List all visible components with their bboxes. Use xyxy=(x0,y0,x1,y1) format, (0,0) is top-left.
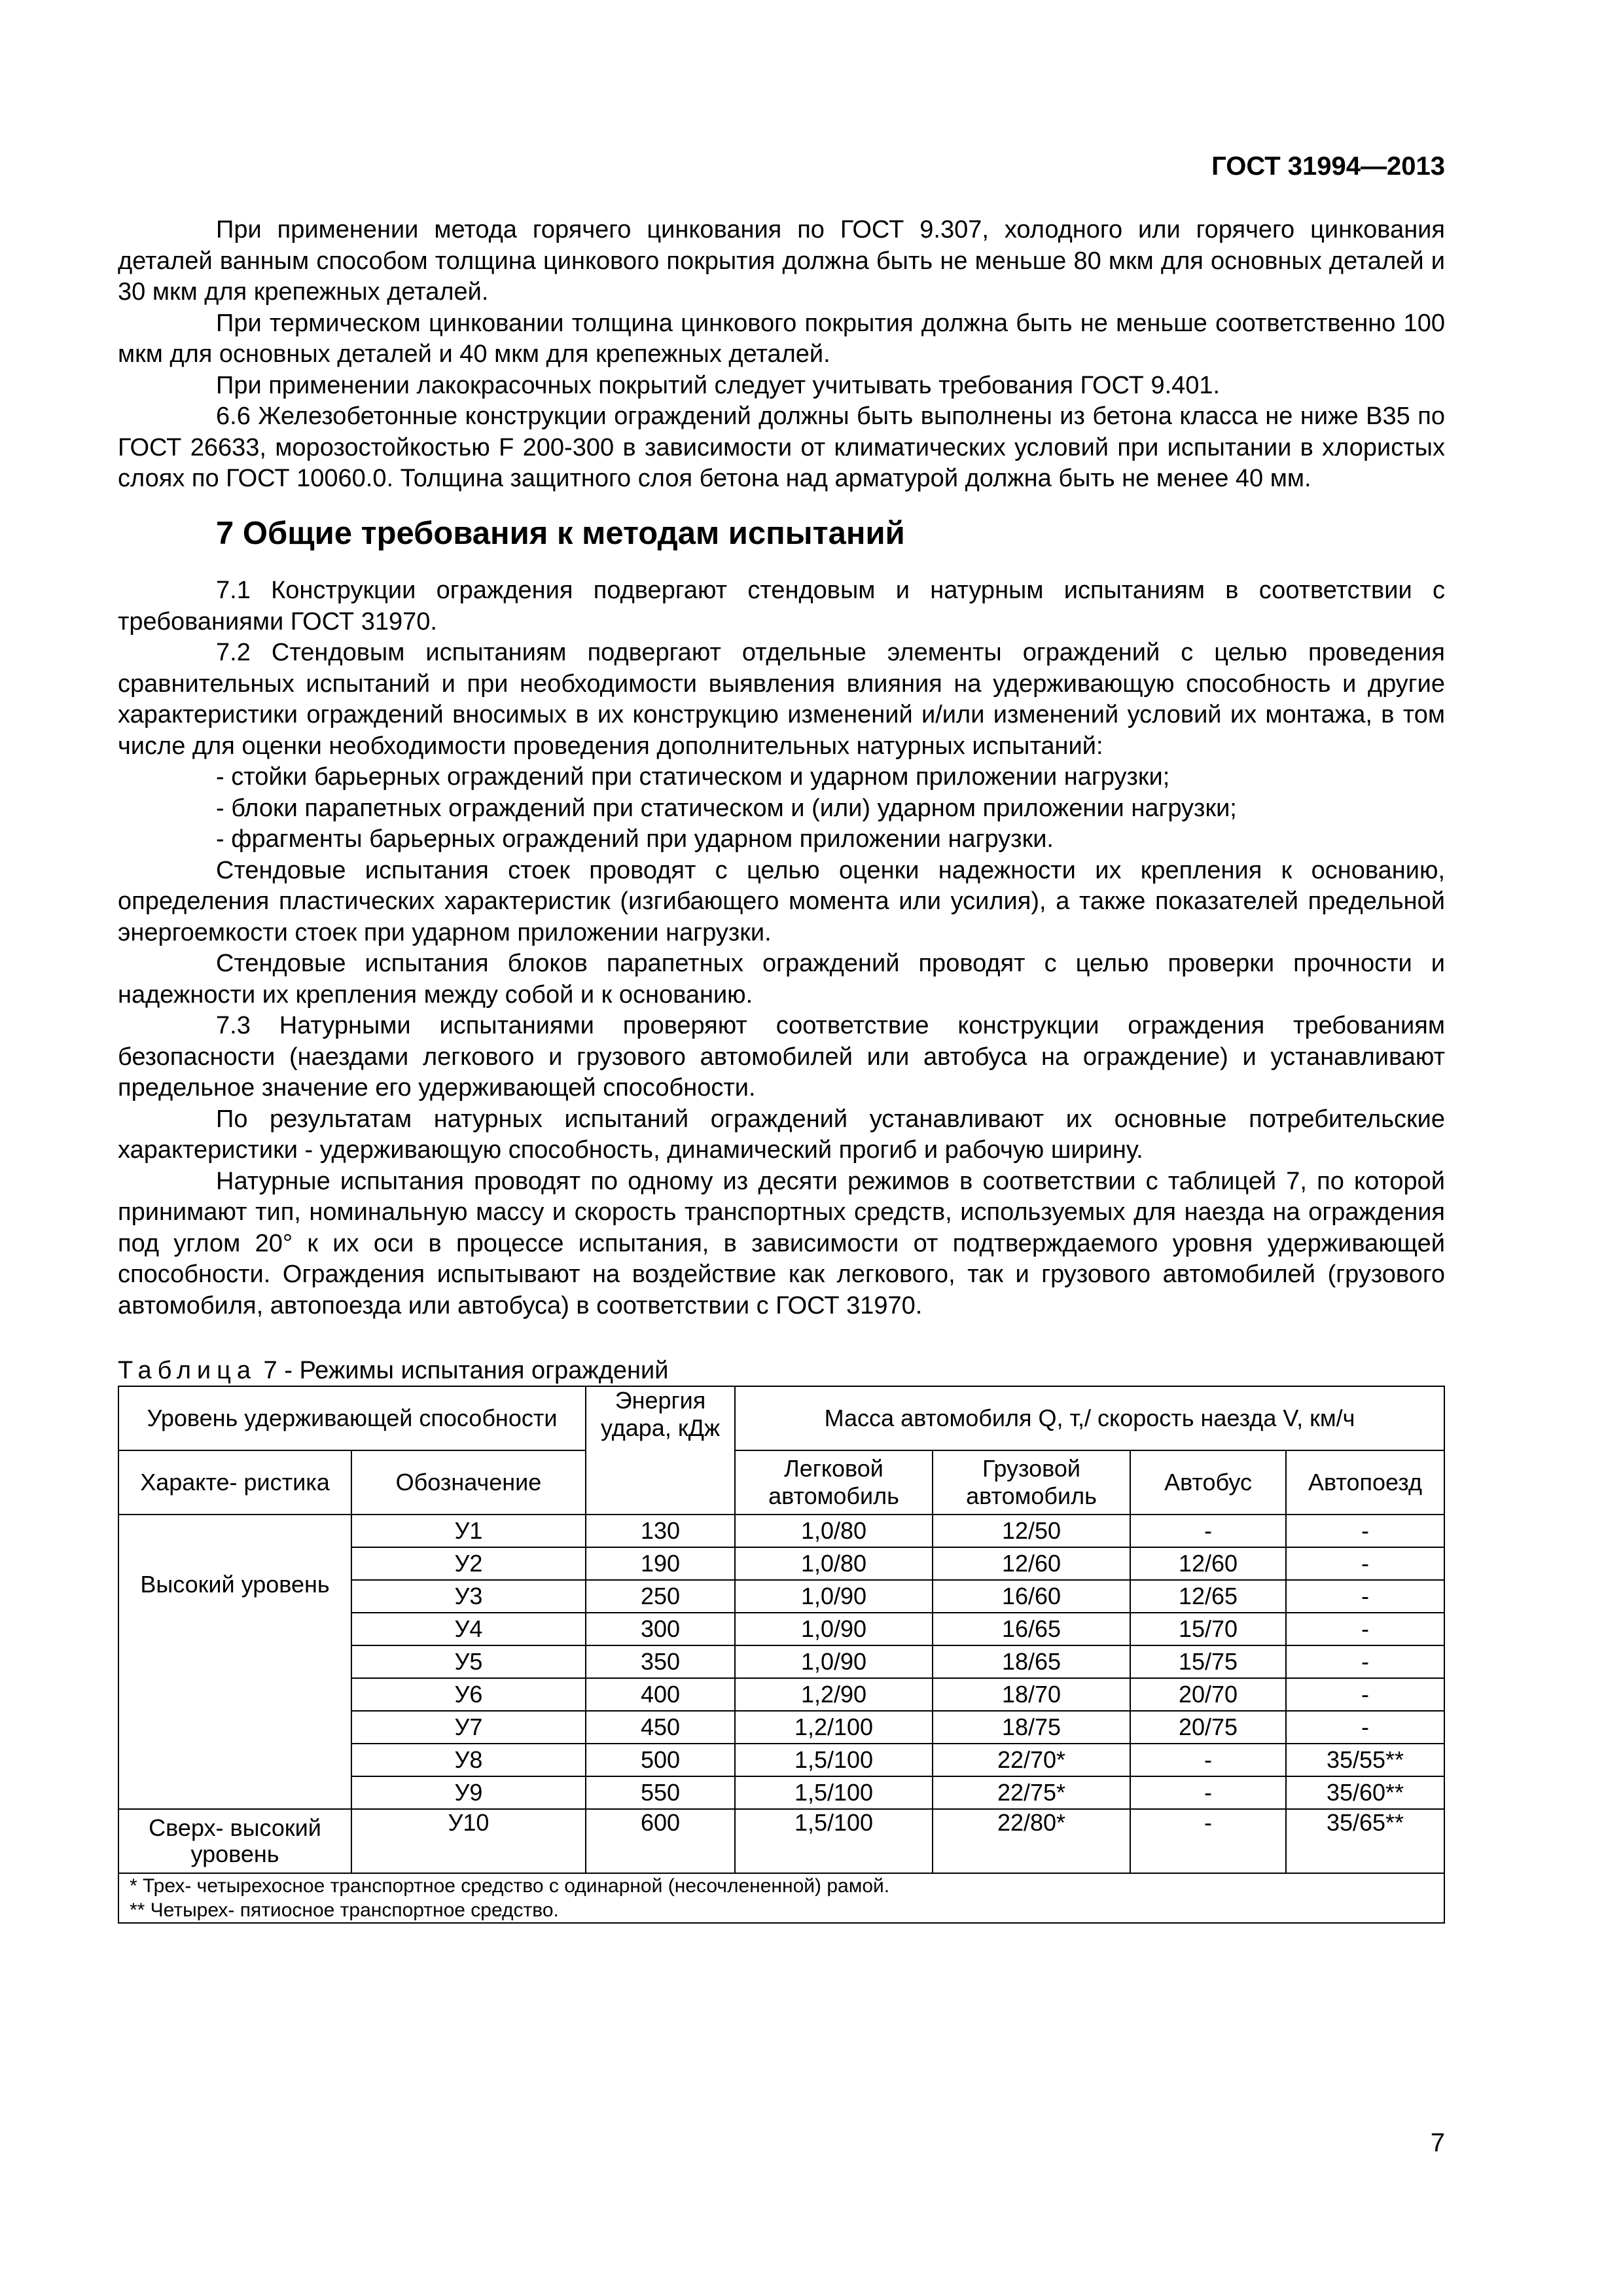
header-mass: Масса автомобиля Q, т,/ скорость наезда V, км/ч xyxy=(735,1386,1444,1450)
cell: 1,2/100 xyxy=(735,1711,933,1744)
table-caption-text: 7 - Режимы испытания ограждений xyxy=(257,1357,669,1384)
table-footnotes xyxy=(118,1873,1444,1923)
cell: - xyxy=(1286,1645,1444,1678)
paragraph: Стендовые испытания блоков парапетных ограждений проводят с целью проверки прочности и надежности их крепления между собой и к основанию. xyxy=(118,950,1445,1009)
group-high: Высокий уровень xyxy=(118,1515,351,1809)
document-body xyxy=(118,215,1445,1924)
cell: 22/80* xyxy=(933,1809,1130,1873)
cell: У9 xyxy=(351,1776,586,1809)
cell: - xyxy=(1286,1580,1444,1613)
cell: 600 xyxy=(586,1809,735,1873)
cell: У2 xyxy=(351,1547,586,1580)
cell: 12/65 xyxy=(1130,1580,1286,1613)
cell: У7 xyxy=(351,1711,586,1744)
header-bus: Автобус xyxy=(1130,1450,1286,1515)
paragraph: По результатам натурных испытаний ограждений устанавливают их основные потребительские характеристики - удерживающую способность, динамический прогиб и рабочую ширину. xyxy=(118,1105,1445,1164)
cell: У10 xyxy=(351,1809,586,1873)
cell: - xyxy=(1286,1678,1444,1711)
cell: 15/75 xyxy=(1130,1645,1286,1678)
cell: 18/65 xyxy=(933,1645,1130,1678)
cell: 190 xyxy=(586,1547,735,1580)
page-number: 7 xyxy=(1430,2128,1445,2157)
section-heading: 7 Общие требования к методам испытаний xyxy=(216,515,905,551)
cell: 350 xyxy=(586,1645,735,1678)
paragraph: 7.2 Стендовым испытаниям подвергают отдельные элементы ограждений с целью проведения сравнительных испытаний и при необходимости выявления влияния на удерживающую способность и другие характеристики ограждений вносимых в их конструкцию изменений и/или изменений условий их монтажа, в том числе для оценки необходимости проведения дополнительных натурных испытаний: xyxy=(118,639,1445,760)
cell: 1,0/80 xyxy=(735,1547,933,1580)
cell: - xyxy=(1130,1744,1286,1776)
cell: 12/60 xyxy=(1130,1547,1286,1580)
cell: 20/75 xyxy=(1130,1711,1286,1744)
cell: 1,5/100 xyxy=(735,1776,933,1809)
header-designation: Обозначение xyxy=(351,1450,586,1515)
cell: - xyxy=(1286,1547,1444,1580)
cell: 35/60** xyxy=(1286,1776,1444,1809)
table-header-row xyxy=(118,1386,1444,1450)
cell: 500 xyxy=(586,1744,735,1776)
paragraph: При применении метода горячего цинкования по ГОСТ 9.307, холодного или горячего цинкования деталей ванным способом толщина цинкового покрытия должна быть не меньше 80 мкм для основных деталей и 30 мкм для крепежных деталей. xyxy=(118,216,1445,306)
cell: У3 xyxy=(351,1580,586,1613)
cell: 35/65** xyxy=(1286,1809,1444,1873)
cell: 12/50 xyxy=(933,1515,1130,1547)
cell: 1,0/80 xyxy=(735,1515,933,1547)
table-row xyxy=(118,1515,1444,1547)
paragraph: 7.1 Конструкции ограждения подвергают стендовым и натурным испытаниям в соответствии с требованиями ГОСТ 31970. xyxy=(118,577,1445,636)
cell: - xyxy=(1286,1613,1444,1645)
paragraph: Стендовые испытания стоек проводят с целью оценки надежности их крепления к основанию, определения пластических характеристик (изгибающего момента или усилия), а также показателей предельной энергоемкости стоек при ударном приложении нагрузки. xyxy=(118,856,1445,946)
cell: У1 xyxy=(351,1515,586,1547)
cell: 300 xyxy=(586,1613,735,1645)
cell: 20/70 xyxy=(1130,1678,1286,1711)
cell: 35/55** xyxy=(1286,1744,1444,1776)
header-truck: Грузовой автомобиль xyxy=(933,1450,1130,1515)
table-header-row xyxy=(118,1450,1444,1515)
cell: - xyxy=(1130,1776,1286,1809)
section-heading-wrap xyxy=(118,515,1445,551)
cell: У5 xyxy=(351,1645,586,1678)
cell: У8 xyxy=(351,1744,586,1776)
cell: 1,5/100 xyxy=(735,1809,933,1873)
cell: 22/70* xyxy=(933,1744,1130,1776)
list-item: - фрагменты барьерных ограждений при ударном приложении нагрузки. xyxy=(216,825,1054,853)
cell: 12/60 xyxy=(933,1547,1130,1580)
table-caption-word: Таблица xyxy=(118,1357,257,1384)
cell: 18/75 xyxy=(933,1711,1130,1744)
cell: - xyxy=(1130,1809,1286,1873)
table-caption xyxy=(118,1355,1445,1386)
list-item: - блоки парапетных ограждений при статическом и (или) ударном приложении нагрузки; xyxy=(216,794,1237,822)
cell: 1,0/90 xyxy=(735,1580,933,1613)
cell: 22/75* xyxy=(933,1776,1130,1809)
cell: 550 xyxy=(586,1776,735,1809)
cell: 1,5/100 xyxy=(735,1744,933,1776)
header-characteristic: Характе- ристика xyxy=(118,1450,351,1515)
cell: 16/60 xyxy=(933,1580,1130,1613)
test-modes-table xyxy=(118,1386,1445,1924)
cell: 16/65 xyxy=(933,1613,1130,1645)
cell: - xyxy=(1286,1515,1444,1547)
cell: 1,2/90 xyxy=(735,1678,933,1711)
header-road-train: Автопоезд xyxy=(1286,1450,1444,1515)
cell: 18/70 xyxy=(933,1678,1130,1711)
paragraph: 7.3 Натурными испытаниями проверяют соответствие конструкции ограждения требованиям безопасности (наездами легкового и грузового автомобилей или автобуса на ограждение) и устанавливают предельное значение его удерживающей способности. xyxy=(118,1012,1445,1102)
document-header: ГОСТ 31994—2013 xyxy=(1211,152,1445,181)
header-level: Уровень удерживающей способности xyxy=(118,1386,586,1450)
cell: 1,0/90 xyxy=(735,1645,933,1678)
footnote: * Трех- четырехосное транспортное средство с одинарной (несочлененной) рамой. xyxy=(130,1875,890,1897)
group-super-high: Сверх- высокий уровень xyxy=(118,1809,351,1873)
table-row xyxy=(118,1809,1444,1873)
footnote: ** Четырех- пятиосное транспортное средство. xyxy=(130,1899,559,1921)
paragraph: При применении лакокрасочных покрытий следует учитывать требования ГОСТ 9.401. xyxy=(216,371,1221,399)
cell: 1,0/90 xyxy=(735,1613,933,1645)
cell: 400 xyxy=(586,1678,735,1711)
list-item: - стойки барьерных ограждений при статическом и ударном приложении нагрузки; xyxy=(216,763,1170,791)
paragraph: Натурные испытания проводят по одному из десяти режимов в соответствии с таблицей 7, по которой принимают тип, номинальную массу и скорость транспортных средств, используемых для наезда на ограждения под углом 20° к их оси в процессе испытания, в зависимости от подтверждаемого уровня удерживающей способности. Ограждения испытывают на воздействие как легкового, так и грузового автомобилей (грузового автомобиля, автопоезда или автобуса) в соответствии с ГОСТ 31970. xyxy=(118,1167,1445,1319)
paragraph: При термическом цинковании толщина цинкового покрытия должна быть не меньше соответственно 100 мкм для основных деталей и 40 мкм для крепежных деталей. xyxy=(118,309,1445,368)
cell: 450 xyxy=(586,1711,735,1744)
footnotes-cell xyxy=(118,1873,1444,1923)
cell: У4 xyxy=(351,1613,586,1645)
header-energy: Энергия удара, кДж xyxy=(586,1386,735,1515)
cell: 250 xyxy=(586,1580,735,1613)
cell: 130 xyxy=(586,1515,735,1547)
cell: - xyxy=(1286,1711,1444,1744)
paragraph: 6.6 Железобетонные конструкции ограждений должны быть выполнены из бетона класса не ниже В35 по ГОСТ 26633, морозостойкостью F 200-300 в зависимости от климатических условий при испытании в хлористых слоях по ГОСТ 10060.0. Толщина защитного слоя бетона над арматурой должна быть не менее 40 мм. xyxy=(118,403,1445,492)
cell: 15/70 xyxy=(1130,1613,1286,1645)
header-car: Легковой автомобиль xyxy=(735,1450,933,1515)
cell: У6 xyxy=(351,1678,586,1711)
cell: - xyxy=(1130,1515,1286,1547)
